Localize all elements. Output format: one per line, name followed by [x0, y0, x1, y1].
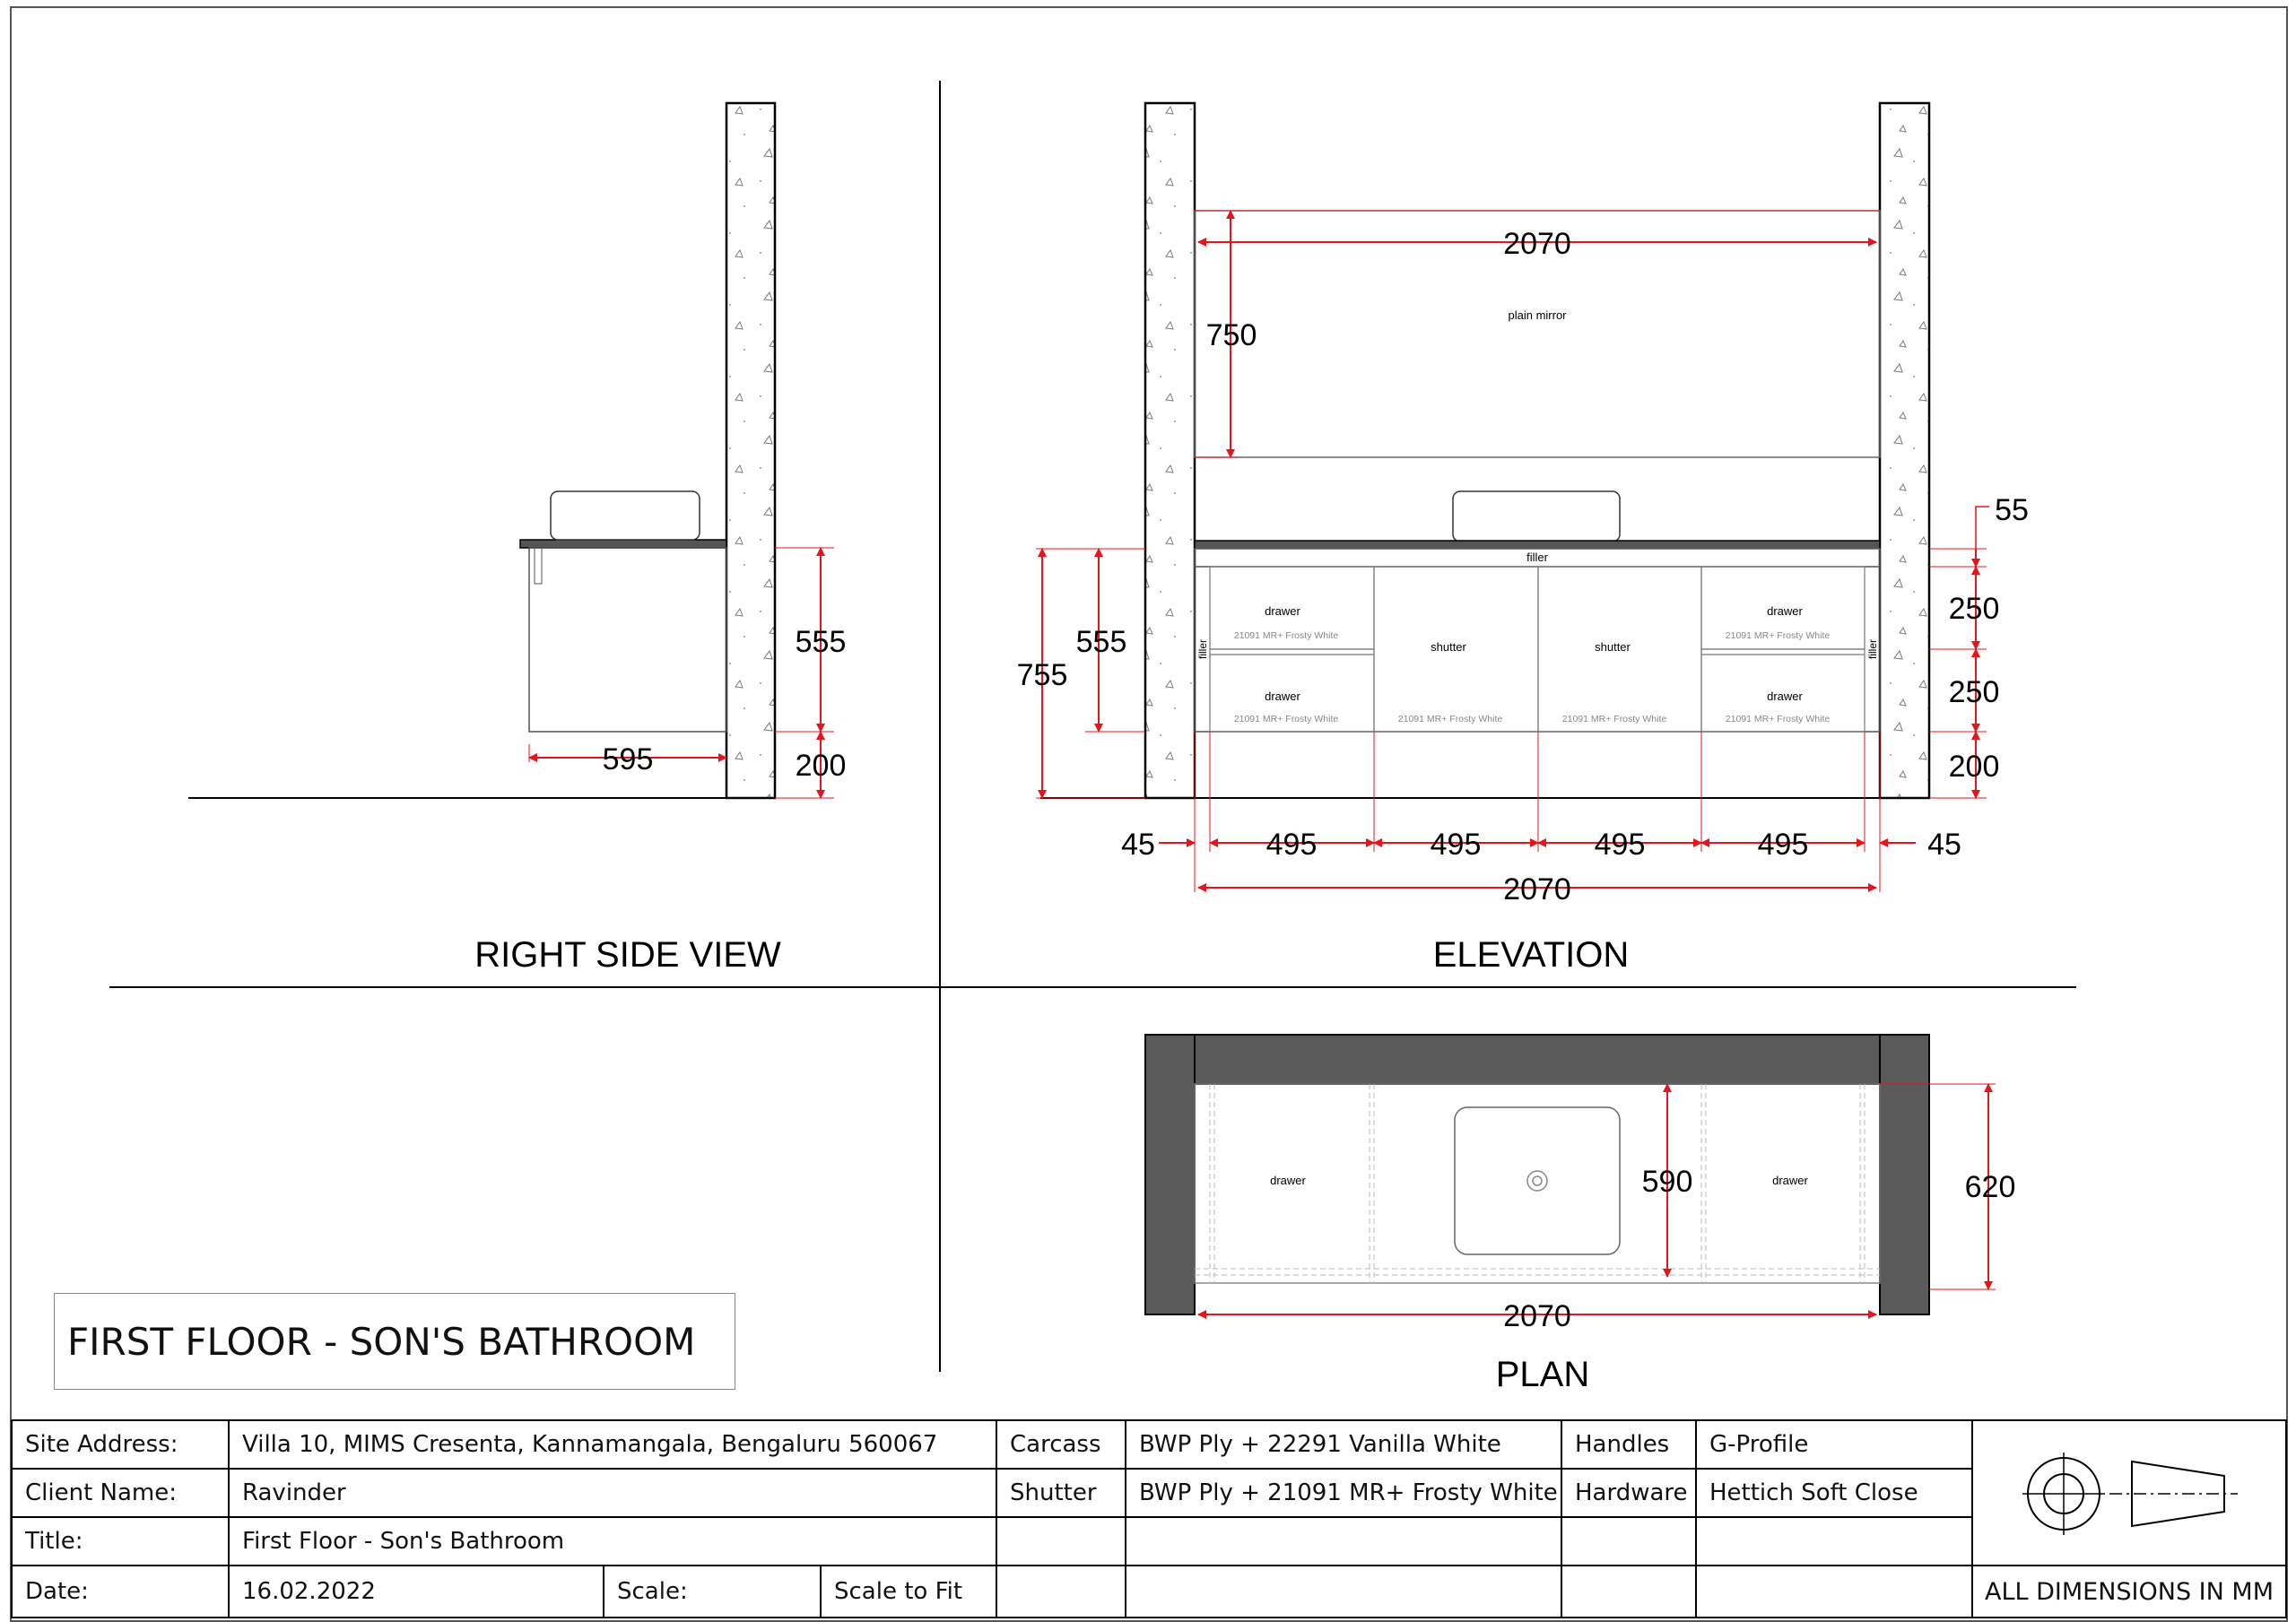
dim-label: 45 — [1927, 828, 1961, 862]
shutter-label: shutter — [1431, 640, 1466, 654]
drawer-label: drawer — [1265, 604, 1300, 618]
projection-cell — [1971, 1419, 2287, 1566]
back-wall — [1145, 1035, 1929, 1084]
finish-label: 21091 MR+ Frosty White — [1561, 714, 1667, 724]
client-name-value: Ravinder — [228, 1468, 997, 1518]
drawer-label: drawer — [1772, 1174, 1808, 1187]
view-title: ELEVATION — [1432, 935, 1630, 975]
filler-label: filler — [1196, 638, 1209, 660]
countertop — [520, 540, 726, 548]
drawer-label: drawer — [1265, 690, 1300, 703]
hardware-value: Hettich Soft Close — [1695, 1468, 1973, 1518]
dim-label: 55 — [1995, 493, 2029, 527]
scale-label: Scale: — [603, 1565, 822, 1618]
empty-cell — [996, 1516, 1126, 1566]
cabinet-side — [529, 548, 726, 732]
empty-cell — [1125, 1516, 1562, 1566]
client-name-label: Client Name: — [11, 1468, 230, 1518]
drawer-label: drawer — [1270, 1174, 1306, 1187]
finish-label: 21091 MR+ Frosty White — [1233, 714, 1339, 724]
title-value: First Floor - Son's Bathroom — [228, 1516, 997, 1566]
view-title: PLAN — [1495, 1355, 1590, 1394]
handle-profile — [535, 548, 542, 584]
handles-value: G-Profile — [1695, 1419, 1973, 1470]
empty-cell — [1561, 1565, 1697, 1618]
drawer-label: drawer — [1767, 604, 1803, 618]
dim-label: 620 — [1964, 1170, 2016, 1204]
title-label: Title: — [11, 1516, 230, 1566]
left-wall — [1145, 1035, 1195, 1314]
site-address-label: Site Address: — [11, 1419, 230, 1470]
date-value: 16.02.2022 — [228, 1565, 604, 1618]
dim-label: 2070 — [1503, 1299, 1571, 1333]
basin — [1453, 491, 1620, 542]
empty-cell — [1695, 1516, 1973, 1566]
right-side-view — [188, 103, 846, 975]
left-wall — [1145, 103, 1195, 798]
view-title: RIGHT SIDE VIEW — [474, 935, 781, 975]
finish-label: 21091 MR+ Frosty White — [1397, 714, 1503, 724]
plan-view — [1145, 1035, 2015, 1394]
empty-cell — [1695, 1565, 1973, 1618]
dim-label: 45 — [1121, 828, 1155, 862]
elevation-view — [1017, 103, 2029, 975]
countertop — [1195, 541, 1880, 549]
carcass-label: Carcass — [996, 1419, 1126, 1470]
dim-label: 200 — [1948, 750, 2000, 784]
wall-section — [726, 103, 775, 798]
dim-label: 590 — [1641, 1165, 1693, 1199]
dim-label: 250 — [1948, 675, 2000, 709]
handles-label: Handles — [1561, 1419, 1697, 1470]
drawer-label: drawer — [1767, 690, 1803, 703]
dim-label: 495 — [1594, 828, 1646, 862]
shutter-value: BWP Ply + 21091 MR+ Frosty White — [1125, 1468, 1562, 1518]
dim-label: 750 — [1205, 318, 1257, 352]
dim-label: 2070 — [1503, 872, 1571, 906]
site-address-value: Villa 10, MIMS Cresenta, Kannamangala, Bengaluru 560067 — [228, 1419, 997, 1470]
finish-label: 21091 MR+ Frosty White — [1725, 630, 1831, 641]
shutter-label: shutter — [1595, 640, 1631, 654]
filler-label: filler — [1526, 551, 1548, 564]
empty-cell — [996, 1565, 1126, 1618]
dim-label: 495 — [1757, 828, 1809, 862]
dim-label: 755 — [1016, 658, 1068, 692]
date-label: Date: — [11, 1565, 230, 1618]
dimensions-note: ALL DIMENSIONS IN MM — [1971, 1565, 2287, 1618]
shutter-label: Shutter — [996, 1468, 1126, 1518]
mirror-label: plain mirror — [1508, 308, 1567, 322]
dim-label: 495 — [1265, 828, 1318, 862]
dim-label: 595 — [602, 742, 654, 776]
hardware-label: Hardware — [1561, 1468, 1697, 1518]
dim-label: 495 — [1430, 828, 1482, 862]
empty-cell — [1125, 1565, 1562, 1618]
right-wall — [1880, 103, 1929, 798]
filler-label: filler — [1866, 638, 1879, 660]
empty-cell — [1561, 1516, 1697, 1566]
scale-value: Scale to Fit — [820, 1565, 997, 1618]
carcass-value: BWP Ply + 22291 Vanilla White — [1125, 1419, 1562, 1470]
basin — [551, 491, 700, 540]
dim-label: 2070 — [1503, 227, 1571, 261]
dim-label: 200 — [795, 749, 847, 783]
right-wall — [1880, 1035, 1929, 1314]
dim-label: 250 — [1948, 592, 2000, 626]
finish-label: 21091 MR+ Frosty White — [1725, 714, 1831, 724]
sheet-title: FIRST FLOOR - SON'S BATHROOM — [54, 1293, 735, 1390]
basin-plan — [1455, 1107, 1620, 1254]
finish-label: 21091 MR+ Frosty White — [1233, 630, 1339, 641]
dim-label: 555 — [795, 625, 847, 659]
dim-label: 555 — [1075, 625, 1127, 659]
